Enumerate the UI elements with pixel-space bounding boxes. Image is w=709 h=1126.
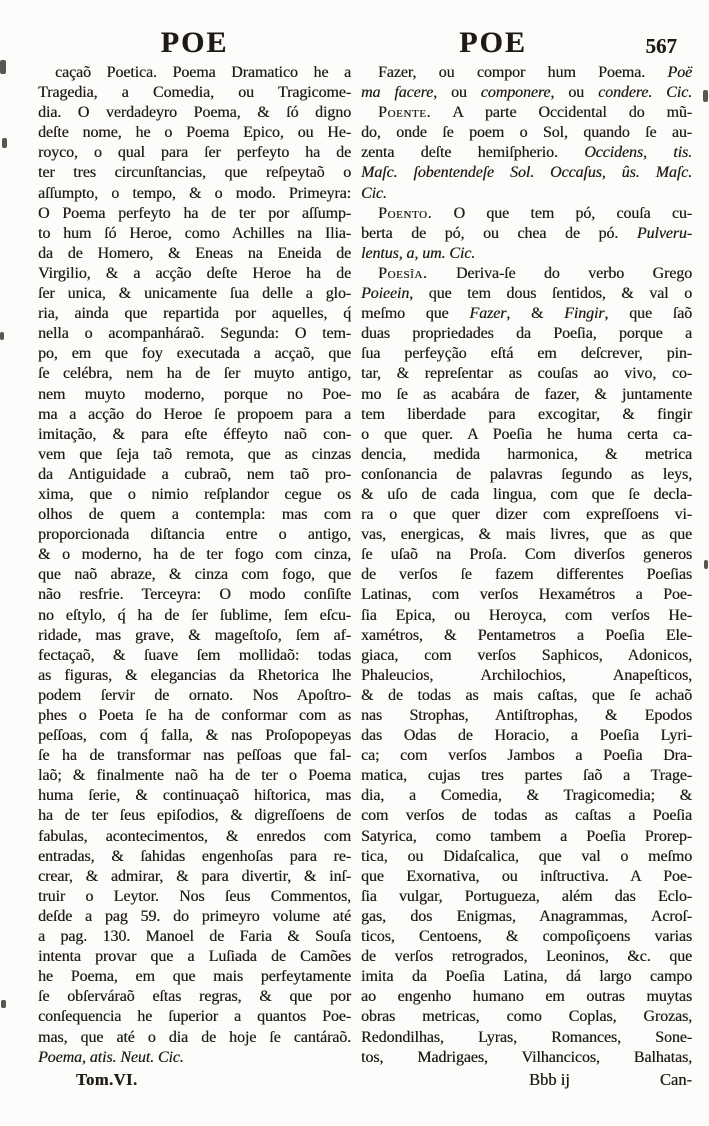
catchword: Can- [659, 1069, 692, 1089]
text-line: & de todas as mais caſtas, que ſe achaõ [361, 686, 692, 704]
text-line: xamétros, & Pentametros a Poeſia Ele- [361, 626, 692, 644]
text-line: imitação, & para eſte éffeyto naõ con- [38, 425, 351, 443]
text-line: Fazer, ou compor hum Poema. Poë [378, 64, 692, 81]
text-line: da de Homero, & Eneas na Eneida de [38, 244, 351, 262]
header-left-column [38, 26, 351, 63]
text-line: Maſc. ſobentendeſe Sol. Occaſus, ûs. Maſc. [361, 164, 692, 182]
text-line: po, em que foy executada a acçaõ, que [38, 345, 351, 363]
text-line: dia. O verdadeyro Poema, & ſó digno [38, 104, 351, 122]
text-line: proporcionada diſtancia entre o antigo, [38, 526, 351, 544]
text-line: mas, que até o dia de hoje ſe cantáraõ. [38, 1028, 351, 1046]
text-line: intenta provar que a Luſiada de Camões [38, 948, 351, 966]
ink-speck [703, 90, 708, 102]
text-line: nas Strophas, Antiſtrophas, & Epodos [361, 707, 692, 724]
text-line: conſequencia he ſuperior a quantos Poe- [38, 1008, 351, 1026]
text-line: ria, ainda que repartida por aquelles, q́ [38, 305, 351, 323]
text-line: ſe celébra, nem ha de ſer muyto antigo, [38, 365, 351, 383]
text-line: Virgilio, & a acção deſte Heroe ha de [38, 264, 351, 282]
text-line: deſde a pag 59. do primeyro volume até [38, 907, 351, 925]
text-line: que naõ abraze, & cinza com fogo, que [38, 566, 351, 584]
text-line: tem liberdade para excogitar, & fingir [361, 405, 692, 423]
text-line: ter tres circunſtancias, que reſpeytaõ o [38, 164, 351, 182]
text-line: zenta deſte hemiſpherio. Occidens, tis. [361, 144, 692, 162]
ink-speck [0, 332, 4, 340]
text-line: imita da Poeſia Latina, dá largo campo [361, 968, 692, 986]
text-line: ao engenho humano em outras muytas [361, 988, 692, 1006]
page-footer [0, 1068, 709, 1090]
ink-speck [1, 1000, 6, 1008]
text-line: vas, energicas, & mais livres, que as que [361, 526, 692, 544]
text-line: mo ſe as acabára de fazer, & juntamente [361, 385, 692, 403]
text-line: nella o acompanháraõ. Segunda: O tem- [38, 325, 351, 343]
text-line: vem que ſeja taõ remota, que as cinzas [38, 445, 351, 463]
text-line: Poento. O que tem pó, couſa cu- [378, 204, 692, 222]
footer-left [38, 1070, 351, 1090]
text-line: giaca, com verſos Saphicos, Adonicos, [361, 646, 692, 664]
text-line: a pag. 130. Manoel de Faria & Souſa [38, 928, 351, 946]
text-line: Poema, atis. Neut. Cic. [38, 1048, 184, 1066]
text-line: fabulas, acontecimentos, & enredos com [38, 827, 351, 845]
text-line: o que quer. A Poeſia he huma certa ca- [361, 425, 692, 443]
text-line: phes o Poeta ſe ha de conformar com as [38, 707, 351, 724]
text-line: do, onde ſe poem o Sol, quando ſe au- [361, 124, 692, 142]
text-line: ſia Epica, ou Heroyca, com verſos He- [361, 606, 692, 624]
text-line: gas, dos Enigmas, Anagrammas, Acroſ- [361, 907, 692, 925]
text-line: xima, que o nimio reſplandor cegue os [38, 485, 351, 503]
text-line: podem ſervir de ornato. Nos Apoſtro- [38, 686, 351, 704]
text-line: huma ſerie, & continuaçaõ hiſtorica, mas [38, 787, 351, 805]
page-number: 567 [645, 34, 677, 58]
text-columns [0, 63, 709, 1068]
text-line: royco, o qual para ſer perfeyto ha de [38, 144, 351, 162]
text-line: olhos de quem a contempla: mas com [38, 506, 351, 524]
text-line: no eſtylo, q́ ha de ſer ſublime, ſem eſcu- [38, 606, 351, 624]
text-line: Tragedia, a Comedia, ou Tragicome- [38, 84, 351, 102]
volume-label: Tom.VI. [76, 1069, 138, 1089]
text-line: ma a acção do Heroe ſe propoem para a [38, 405, 351, 423]
text-line: tos, Madrigaes, Vilhancicos, Balhatas, [361, 1048, 692, 1066]
text-line: dencia, medida harmonica, & metrica [361, 445, 692, 463]
ink-speck [704, 560, 708, 569]
text-line: as figuras, & elegancias da Rhetorica lhe [38, 666, 351, 684]
text-line: ſia vulgar, Portugueza, além das Eclo- [361, 887, 692, 905]
text-line: laõ; & finalmente naõ ha de ter o Poema [38, 767, 351, 785]
page-header [0, 0, 709, 63]
text-line: conſonancia de palavras ſegundo as leys, [361, 465, 692, 483]
text-line: com verſos de todas as caſtas a Poeſia [361, 807, 692, 825]
text-line: peſſoas, com q́ falla, & nas Proſopopeyas [38, 727, 351, 745]
text-line: Phaleucios, Archilochios, Anapeſticos, [361, 666, 692, 684]
text-line: não resfrie. Terceyra: O modo conſiſte [38, 586, 351, 604]
left-column [38, 63, 351, 1068]
text-line: duas propriedades da Poeſia, porque a [361, 325, 692, 343]
text-line: berta de pó, ou chea de pó. Pulveru- [361, 224, 692, 242]
text-line: Poesîa. Deriva-ſe do verbo Grego [378, 264, 692, 282]
right-column [361, 63, 692, 1068]
text-line: he Poema, em que mais perfeytamente [38, 968, 351, 986]
text-line: ſe obſerváraõ eſtas regras, & que por [38, 988, 351, 1006]
text-line: O Poema perfeyto ha de ter por aſſump- [38, 204, 351, 222]
text-line: Poente. A parte Occidental do mũ- [378, 104, 692, 122]
text-line: nem muyto moderno, porque no Poe- [38, 385, 351, 403]
text-line: entradas, & ſahidas engenhoſas para re- [38, 847, 351, 865]
text-line: das Odas de Horacio, a Poeſia Lyri- [361, 727, 692, 745]
text-line: ra o que quer dizer com expreſſoens vi- [361, 506, 692, 524]
text-line: deſte nome, he o Poema Epico, ou He- [38, 124, 351, 142]
text-line: ticos, Centoens, & compoſiçoens varias [361, 928, 692, 946]
text-line: to hum ſó Heroe, como Achilles na Ilia- [38, 224, 351, 242]
text-line: ſe ha de transformar nas peſſoas que fal- [38, 747, 351, 765]
text-line: Cic. [361, 184, 387, 202]
text-line: aſſumpto, o tempo, & o modo. Primeyra: [38, 184, 351, 202]
text-line: Satyrica, como tambem a Poeſia Prorep- [361, 827, 692, 845]
text-line: de verſos ſe fazem differentes Poeſias [361, 566, 692, 584]
text-line: crear, & admirar, & para divertir, & inſ- [38, 867, 351, 885]
text-line: & uſo de cada lingua, com que ſe decla- [361, 485, 692, 503]
footer-right [361, 1070, 692, 1090]
text-line: caçaõ Poetica. Poema Dramatico he a [55, 64, 351, 81]
running-title-left: POE [160, 26, 229, 59]
text-line: lentus, a, um. Cic. [361, 244, 476, 262]
text-line: ſua perfeyção eſtá em deſcrever, pin- [361, 345, 692, 363]
text-line: & o moderno, ha de ter fogo com cinza, [38, 546, 351, 564]
signature-mark: Bbb ij [529, 1069, 570, 1089]
text-line: Poieein, que tem dous ſentidos, & val o [361, 285, 692, 303]
text-line: ma facere, ou componere, ou condere. Cic. [361, 84, 692, 102]
text-line: ridade, mas grave, & mageſtoſo, ſem af- [38, 626, 351, 644]
text-line: Redondilhas, Lyras, Romances, Sone- [361, 1028, 692, 1046]
header-right-column [351, 26, 691, 63]
text-line: dia, a Comedia, & Tragicomedia; & [361, 787, 692, 805]
text-line: que Exornativa, ou inſtructiva. A Poe- [361, 867, 692, 885]
text-line: ſer unica, & unicamente ſua delle a glo- [38, 285, 351, 303]
text-line: Latinas, com verſos Hexamétros a Poe- [361, 586, 692, 604]
text-line: da Antiguidade a cubraõ, nem taõ pro- [38, 465, 351, 483]
text-line: tar, & repreſentar as couſas ao vivo, co- [361, 365, 692, 383]
text-line: de verſos retrogrados, Leoninos, &c. que [361, 948, 692, 966]
text-line: ca; com verſos Jambos a Poeſia Dra- [361, 747, 692, 765]
ink-speck [2, 138, 7, 148]
text-line: truir o Leytor. Nos ſeus Commentos, [38, 887, 351, 905]
text-line: tica, ou Didaſcalica, que val o meſmo [361, 847, 692, 865]
text-line: matica, cujas tres partes ſaõ a Trage- [361, 767, 692, 785]
running-title-right: POE [459, 26, 527, 59]
text-line: fectaçaõ, & ſuave ſem mollidaõ: todas [38, 646, 351, 664]
text-line: meſmo que Fazer, & Fingir, que ſaõ [361, 305, 693, 323]
ink-speck [0, 60, 6, 74]
text-line: obras metricas, como Coplas, Grozas, [361, 1008, 692, 1026]
text-line: ſe uſaõ na Proſa. Com diverſos generos [361, 546, 692, 564]
text-line: ha de ter ſeus epiſodios, & digreſſoens de [38, 807, 351, 825]
